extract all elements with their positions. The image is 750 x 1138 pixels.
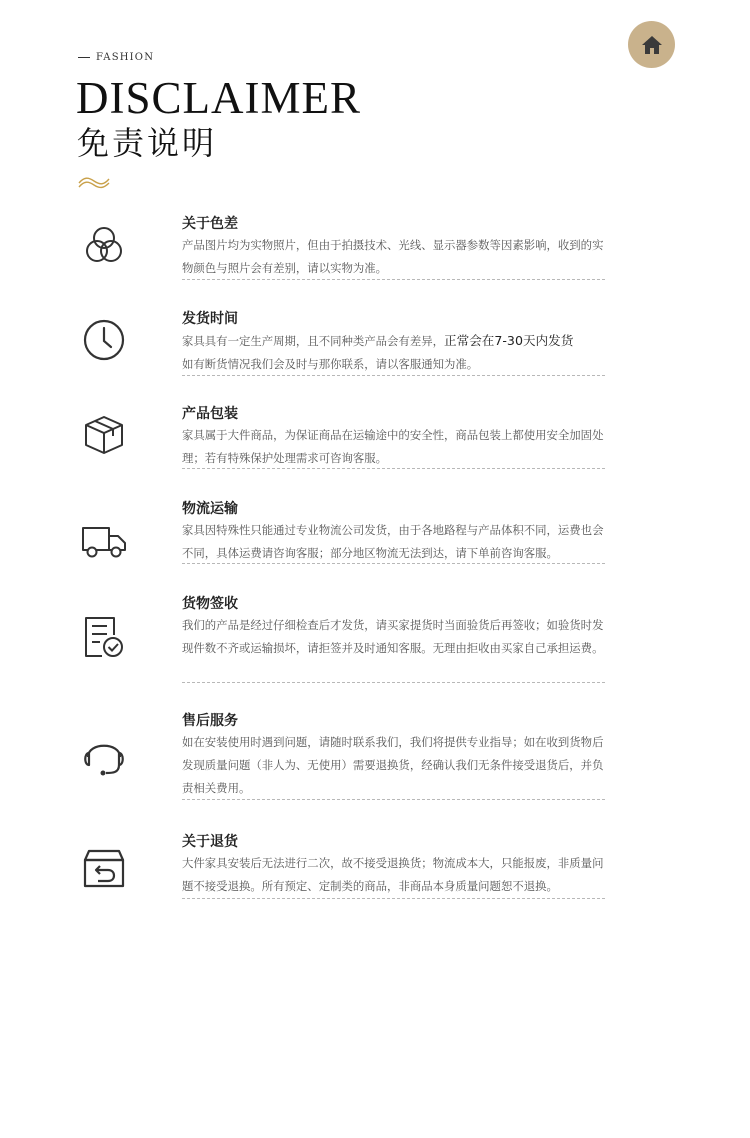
color-circles-icon (80, 221, 128, 269)
item-body: 我们的产品是经过仔细检查后才发货，请买家提货时当面验货后再签收；如验货时发现件数不齐或运输损坏，请拒签并及时通知客服。无理由拒收由买家自己承担运费。 (182, 618, 604, 655)
item-title: 关于色差 (182, 216, 238, 232)
item-title: 物流运输 (182, 501, 238, 517)
divider (182, 279, 605, 280)
headset-icon (80, 731, 128, 779)
return-box-icon (80, 846, 128, 894)
item-body (182, 329, 607, 376)
page-title-cn: 免责说明 (77, 124, 218, 162)
body-text: 如有断货情况我们会及时与那你联系，请以客服通知为准。 (182, 357, 479, 371)
home-button[interactable] (628, 21, 675, 68)
home-icon (640, 33, 664, 57)
item-body: 大件家具安装后无法进行二次，故不接受退换货；物流成本大，只能报废，非质量问题不接受退换。所有预定、定制类的商品，非商品本身质量问题恕不退换。 (182, 856, 604, 893)
page-title-en: DISCLAIMER (76, 73, 362, 123)
body-emphasis: 正常会在7-30天内发货 (444, 333, 574, 348)
divider (182, 898, 605, 899)
kicker-text: FASHION (96, 52, 155, 63)
signed-document-icon (80, 613, 128, 661)
item-title: 产品包装 (182, 406, 238, 422)
divider (182, 563, 605, 564)
kicker-dash (78, 57, 90, 58)
divider (182, 375, 605, 376)
item-body: 家具因特殊性只能通过专业物流公司发货，由于各地路程与产品体积不同，运费也会不同，具体运费请咨询客服；部分地区物流无法到达，请下单前咨询客服。 (182, 523, 604, 560)
item-title: 售后服务 (182, 713, 238, 729)
clock-icon (80, 316, 128, 364)
item-title: 发货时间 (182, 311, 238, 327)
package-box-icon (80, 410, 128, 458)
item-title: 关于退货 (182, 834, 238, 850)
item-title: 货物签收 (182, 596, 238, 612)
delivery-truck-icon (80, 518, 128, 566)
body-text: 家具具有一定生产周期，且不同种类产品会有差异， (182, 334, 444, 348)
section-kicker (78, 52, 154, 63)
item-body: 如在安装使用时遇到问题，请随时联系我们，我们将提供专业指导；如在收到货物后发现质量问题（非人为、无使用）需要退换货，经确认我们无条件接受退货后，并负责相关费用。 (182, 735, 604, 795)
divider (182, 682, 605, 683)
divider (182, 799, 605, 800)
wave-ornament-icon (78, 175, 110, 189)
item-body: 家具属于大件商品，为保证商品在运输途中的安全性，商品包装上都使用安全加固处理；若有特殊保护处理需求可咨询客服。 (182, 428, 604, 465)
item-body: 产品图片均为实物照片，但由于拍摄技术、光线、显示器参数等因素影响，收到的实物颜色与照片会有差别，请以实物为准。 (182, 238, 604, 275)
divider (182, 468, 605, 469)
